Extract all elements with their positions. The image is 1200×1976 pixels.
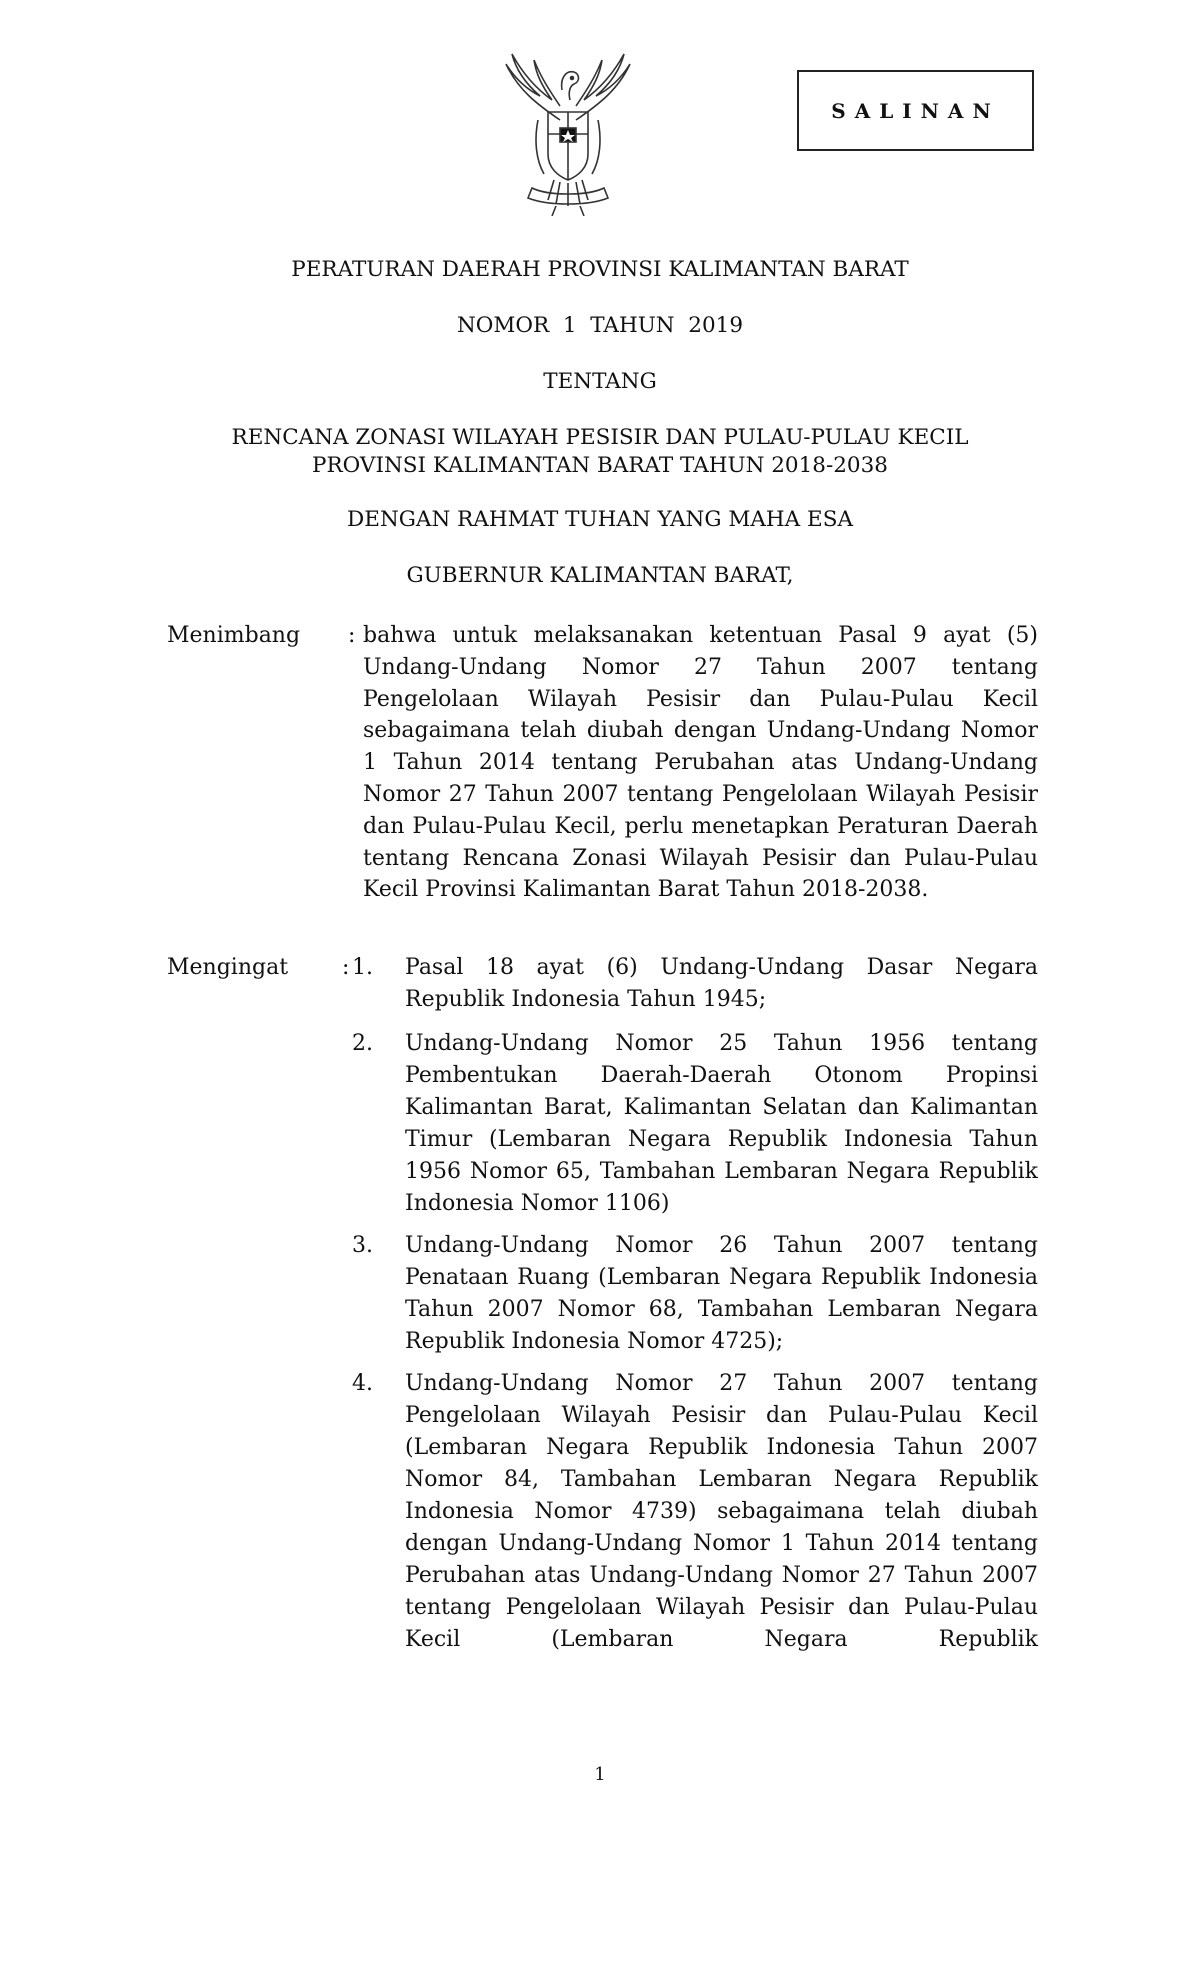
regulation-number: NOMOR 1 TAHUN 2019 — [456, 313, 744, 338]
salinan-stamp: SALINAN — [797, 70, 1034, 151]
mengingat-item-text: Undang-Undang Nomor 25 Tahun 1956 tentang Pembentukan Daerah-Daerah Otonom Propinsi Kalimantan Barat, Kalimantan Selatan dan Kalimantan Timur (Lembaran Negara Republik Indonesia Tahun 1956 Nomor 65, Tambahan Lembaran Negara Republik Indonesia Nomor 1106) — [405, 1031, 1038, 1216]
mengingat-item-number: 3. — [352, 1233, 373, 1258]
governor-line: GUBERNUR KALIMANTAN BARAT, — [406, 563, 794, 588]
about-heading: TENTANG — [543, 369, 657, 394]
mengingat-item-number: 2. — [352, 1031, 373, 1056]
mengingat-item-number: 4. — [352, 1371, 373, 1396]
page-number: 1 — [594, 1764, 606, 1785]
title-line-1: RENCANA ZONASI WILAYAH PESISIR DAN PULAU-PULAU KECIL — [231, 425, 969, 450]
mengingat-colon: : — [342, 955, 350, 980]
menimbang-text: bahwa untuk melaksanakan ketentuan Pasal 9 ayat (5) Undang-Undang Nomor 27 Tahun 2007 tentang Pengelolaan Wilayah Pesisir dan Pulau-Pulau Kecil sebagaimana telah diubah dengan Undang-Undang Nomor 1 Tahun 2014 tentang Perubahan atas Undang-Undang Nomor 27 Tahun 2007 tentang Pengelolaan Wilayah Pesisir dan Pulau-Pulau Kecil, perlu menetapkan Peraturan Daerah tentang Rencana Zonasi Wilayah Pesisir dan Pulau-Pulau Kecil Provinsi Kalimantan Barat Tahun 2018-2038. — [363, 623, 1038, 903]
grace-line: DENGAN RAHMAT TUHAN YANG MAHA ESA — [347, 507, 853, 532]
title-line-2: PROVINSI KALIMANTAN BARAT TAHUN 2018-2038 — [312, 453, 888, 478]
mengingat-item-number: 1. — [352, 955, 373, 980]
mengingat-item-text: Pasal 18 ayat (6) Undang-Undang Dasar Negara Republik Indonesia Tahun 1945; — [405, 955, 1038, 1012]
menimbang-label: Menimbang — [167, 623, 301, 648]
regulation-heading: PERATURAN DAERAH PROVINSI KALIMANTAN BARAT — [291, 257, 909, 282]
mengingat-item-text: Undang-Undang Nomor 27 Tahun 2007 tentang Pengelolaan Wilayah Pesisir dan Pulau-Pulau Kecil (Lembaran Negara Republik Indonesia Tahun 2007 Nomor 84, Tambahan Lembaran Negara Republik Indonesia Nomor 4739) sebagaimana telah diubah dengan Undang-Undang Nomor 1 Tahun 2014 tentang Perubahan atas Undang-Undang Nomor 27 Tahun 2007 tentang Pengelolaan Wilayah Pesisir dan Pulau-Pulau Kecil (Lembaran Negara Republik — [405, 1371, 1038, 1652]
mengingat-item-text: Undang-Undang Nomor 26 Tahun 2007 tentang Penataan Ruang (Lembaran Negara Republik Indonesia Tahun 2007 Nomor 68, Tambahan Lembaran Negara Republik Indonesia Nomor 4725); — [405, 1233, 1038, 1354]
menimbang-colon: : — [348, 623, 356, 648]
garuda-emblem-icon — [498, 50, 638, 216]
mengingat-label: Mengingat — [167, 955, 289, 980]
